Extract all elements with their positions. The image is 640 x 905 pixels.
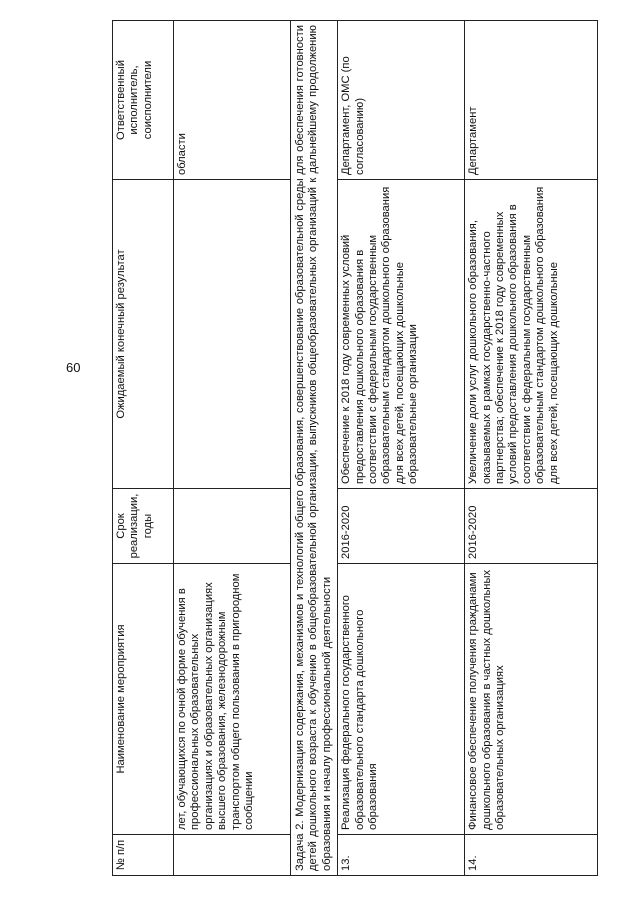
table-row (465, 21, 598, 876)
cell-result: Увеличение доли услуг дошкольного образования, оказываемых в рамках государственно-частного партнерства; обеспечение к 2018 году современных условий предоставления дошкольного образования в соответствии с федеральным государственным образовательным стандартом дошкольного образования для всех детей, посещающих дошкольные (465, 180, 598, 489)
header-responsible: Ответственный исполнитель, соисполнители (113, 21, 174, 180)
cell-num (174, 835, 291, 876)
cell-term: 2016-2020 (465, 489, 598, 564)
page-number: 60 (66, 360, 81, 375)
cell-name: Финансовое обеспечение получения гражданами дошкольного образования в частных дошкольных образовательных организациях (465, 564, 598, 835)
cell-responsible: Департамент (465, 21, 598, 180)
table-row (174, 21, 291, 876)
cell-name: Реализация федерального государственного образовательного стандарта дошкольного образования (338, 564, 465, 835)
task-text: Задача 2. Модернизация содержания, механизмов и технологий общего образования, совершенствование образовательной среды для обеспечения готовности детей дошкольного возраста к обучению в общеобразовательной организации, выпускников общеобразовательных организаций к дальнейшему продолжению образования и началу профессиональной деятельности (291, 21, 338, 876)
cell-result (174, 180, 291, 489)
cell-name: лет, обучающихся по очной форме обучения в профессиональных образовательных организациях и образовательных организациях высшего образования, железнодорожным транспортом общего пользования в пригородном сообщении (174, 564, 291, 835)
header-result: Ожидаемый конечный результат (113, 180, 174, 489)
cell-responsible: Департамент, ОМС (по согласованию) (338, 21, 465, 180)
cell-term (174, 489, 291, 564)
cell-term: 2016-2020 (338, 489, 465, 564)
rotated-table-container (112, 25, 612, 876)
header-num: № п/п (113, 835, 174, 876)
table-row (338, 21, 465, 876)
cell-num: 14. (465, 835, 598, 876)
task-row (291, 21, 338, 876)
measures-table (112, 20, 598, 876)
cell-num: 13. (338, 835, 465, 876)
header-name: Наименование мероприятия (113, 564, 174, 835)
header-term: Срок реализации, годы (113, 489, 174, 564)
cell-responsible: области (174, 21, 291, 180)
cell-result: Обеспечение к 2018 году современных условий предоставления дошкольного образования в соответствии с федеральным государственным образовательным стандартом дошкольного образования для всех детей, посещающих дошкольные образовательные организации (338, 180, 465, 489)
table-header-row (113, 21, 174, 876)
